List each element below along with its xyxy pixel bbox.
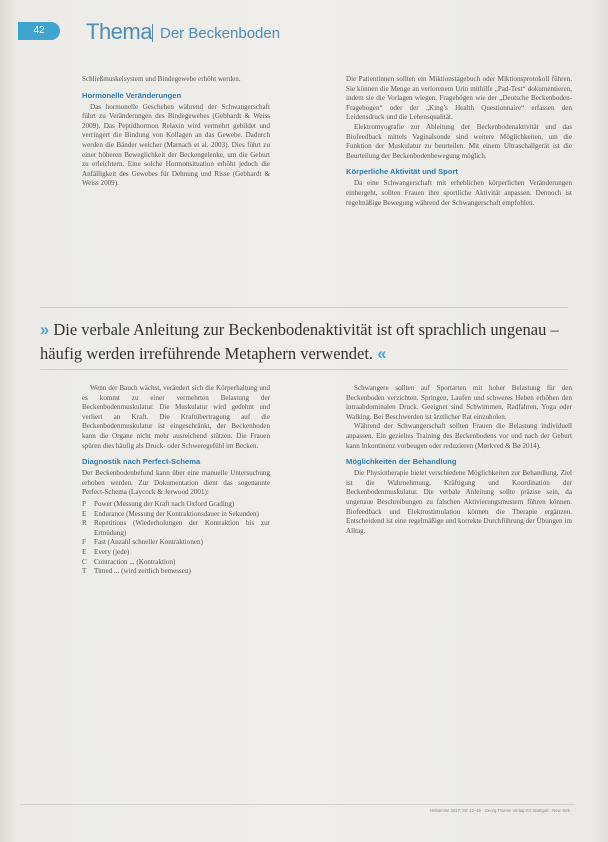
scheme-item <box>82 500 270 510</box>
scheme-letter: C <box>82 557 87 566</box>
right-bottom-body: Schwangere sollten auf Sportarten mit hoher Belastung für den Beckenboden verzichten. Springen, Laufen und schweres Heben erhöhen den intraabdominalen Druck. Geeignet sind Schwimmen, Radfahren, Yoga oder Walking. Bei Beschwerden ist ärztlicher Rat einzuholen. <box>346 384 572 421</box>
left-bottom-body: Wenn der Bauch wächst, verändert sich die Körperhaltung und es kommt zu einer vermehrten Belastung der Beckenbodenmuskulatur. Die Muskulatur wird gedehnt und verliert an Kraft. Die Kraftübertragung auf die Beckenbodenmuskulatur ist eingeschränkt, der Beckenboden kann die Organe nicht mehr ausreichend stützen. Die Frauen spüren dies häufig als Druck- oder Schweregefühl im Becken. <box>82 384 270 450</box>
header-divider <box>152 24 153 42</box>
scheme-letter: E <box>82 547 87 556</box>
intro-text: Schließmuskelsystem und Bindegewebe erhöht werden. <box>82 75 241 83</box>
perfect-intro: Der Beckenbodenbefund kann über eine manuelle Untersuchung erhoben werden. Zur Dokumentation dient das sogenannte Perfect-Schema (Laycock & Jerwood 2001): <box>82 469 270 497</box>
heading-perfect-scheme: Diagnostik nach Perfect-Schema <box>82 457 201 467</box>
scheme-description: Fast (Anzahl schneller Kontraktionen) <box>94 538 203 547</box>
treatment-body: Die Physiotherapie bietet verschiedene Möglichkeiten zur Behandlung. Ziel ist die Wahrnehmung, Kräftigung und Koordination der Beckenbodenmuskulatur. Die verbale Anleitung sollte präzise sein, da ungenaue Beschreibungen zu falschen Aktivierungsmustern führen können. Biofeedback und Elektrostimulation können die Therapie ergänzen. Entscheidend ist eine regelmäßige und korrekte Durchführung der Übungen im Alltag. <box>346 469 572 535</box>
scheme-letter: R <box>82 519 87 528</box>
scheme-description: Power (Messung der Kraft nach Oxford Grading) <box>94 499 235 508</box>
quote-close-mark: « <box>377 345 387 363</box>
section-title: Thema <box>86 19 152 44</box>
quote-rule-bottom <box>40 369 568 370</box>
pull-quote-text: Die verbale Anleitung zur Beckenbodenaktivität ist oft sprachlich ungenau – häufig werden irreführende Metaphern verwendet. <box>40 320 559 363</box>
physical-activity-body: Da eine Schwangerschaft mit erheblichen körperlichen Veränderungen einhergeht, sollten Frauen ihre sportliche Aktivität anpassen. Dennoch ist regelmäßige Bewegung während der Schwangerschaft empfohlen. <box>346 179 572 207</box>
right-bottom-body-2: Während der Schwangerschaft sollten Frauen die Belastung individuell anpassen. Ein gezieltes Training des Beckenbodens vor und nach der Geburt kann Inkontinenz vorbeugen oder reduzieren (Mørkved & Bø 2014). <box>346 422 572 450</box>
heading-treatment: Möglichkeiten der Behandlung <box>346 457 457 467</box>
quote-rule-top <box>40 307 568 308</box>
right-bottom-column <box>346 384 572 536</box>
scheme-description: Repetitions (Wiederholungen der Kontraktion bis zur Ermüdung) <box>94 519 270 537</box>
footer-citation: Hebamme 2017; 30: 42–49 · Georg Thieme Verlag KG Stuttgart · New York <box>430 808 570 813</box>
scheme-item <box>82 567 270 577</box>
quote-open-mark: » <box>40 321 50 339</box>
scheme-item <box>82 519 270 538</box>
perfect-scheme-list <box>82 500 270 577</box>
left-bottom-column <box>82 384 270 577</box>
scheme-letter: F <box>82 538 86 547</box>
scheme-description: Endurance (Messung der Kontraktionsdauer in Sekunden) <box>94 509 259 518</box>
footer-rule <box>20 804 575 805</box>
right-top-body: Die Patientinnen sollten ein Miktionstagebuch oder Miktionsprotokoll führen. Sie können die Menge an verlorenem Urin mithilfe „Pad-Test“ dokumentieren, indem sie die Vorlagen wiegen. Fragebögen wie der „Deutsche Beckenboden-Fragebogen“ oder der „King’s Health Questionnaire“ erfassen den Leidensdruck und die Lebensqualität. <box>346 75 572 122</box>
scheme-description: Contraction ... (Kontraktion) <box>94 557 176 566</box>
scheme-letter: T <box>82 567 87 576</box>
pull-quote <box>40 318 560 366</box>
scheme-item <box>82 558 270 568</box>
scheme-item <box>82 548 270 558</box>
scheme-description: Timed ... (wird zeitlich bemessen) <box>94 567 191 576</box>
heading-physical-activity: Körperliche Aktivität und Sport <box>346 167 458 177</box>
hormonal-body: Das hormonelle Geschehen während der Schwangerschaft führt zu Veränderungen des Bindegewebes (Gebhardt & Weiss 2009). Das Peptidhormon Relaxin wird vermehrt gebildet und verringert die Bindung von Kollagen an das Gewebe. Dadurch werden die Bänder weicher (Marnach et al. 2003). Dies führt zu einer höheren Beweglichkeit der Beckengelenke, um die Geburt zu erleichtern. Eine solche Hormonsituation erhöht jedoch die Anfälligkeit des Gewebes für Dehnung und Risse (Gebhardt & Weiss 2009). <box>82 102 270 188</box>
scheme-letter: P <box>82 499 86 508</box>
scheme-letter: E <box>82 509 87 518</box>
right-top-column <box>346 75 572 208</box>
left-top-column <box>82 75 270 189</box>
heading-hormonal-changes: Hormonelle Veränderungen <box>82 90 182 100</box>
right-top-body-2: Elektromyografie zur Ableitung der Beckenbodenaktivität und das Biofeedback mittels Vaginalsonde sind weitere Möglichkeiten, um die Funktion der Muskulatur zu beurteilen. Mit einem Ultraschallgerät ist die Beurteilung der Beckenbodenbewegung möglich. <box>346 122 572 160</box>
scheme-item <box>82 538 270 548</box>
scheme-item <box>82 510 270 520</box>
page-subtitle: Der Beckenboden <box>160 25 281 42</box>
scheme-description: Every (jede) <box>94 547 130 556</box>
page-number-badge: 42 <box>18 22 60 40</box>
